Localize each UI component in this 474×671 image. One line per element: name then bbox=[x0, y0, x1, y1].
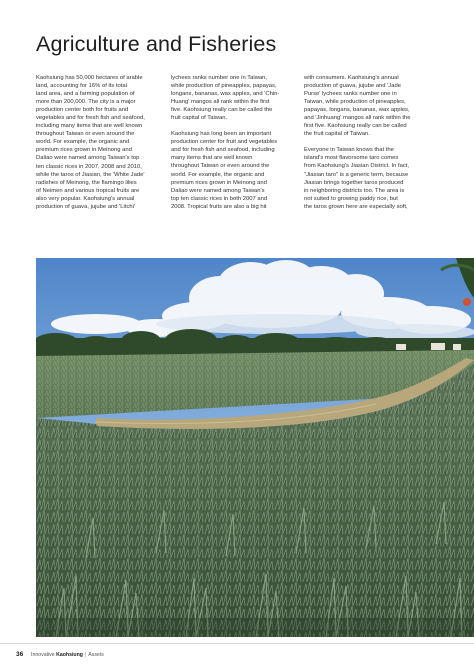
publication-brand: Kaohsiung bbox=[56, 651, 83, 658]
text-line: premium rices grown in Meinong and bbox=[36, 147, 132, 154]
text-line: land, accounting for 16% of its total bbox=[36, 83, 127, 90]
text-line: Daliao were named among Taiwan's bbox=[171, 187, 265, 194]
text-line: including many items that are well known bbox=[36, 123, 143, 130]
text-line: in neighboring districts too. The area is bbox=[304, 187, 405, 194]
text-line: radishes of Meinong, the flamingo lilies bbox=[36, 179, 137, 186]
text-line: world. For example, the organic and bbox=[36, 139, 130, 146]
text-line: Kaohsiung has long been an important bbox=[171, 131, 272, 138]
text-line: lychees ranks number one in Taiwan, bbox=[171, 75, 268, 81]
text-line: papayas, longans, bananas, wax apples, bbox=[304, 107, 410, 114]
text-line: while the taros of Jiasian, the 'White Jade' bbox=[36, 171, 145, 178]
text-line: the fruit capital of Taiwan. bbox=[304, 131, 370, 138]
text-line: five. Kaohsiung really can be called the bbox=[171, 107, 273, 114]
paragraph bbox=[36, 74, 163, 211]
text-line: Huang' mangos all rank within the first bbox=[171, 99, 270, 106]
page-title: Agriculture and Fisheries bbox=[36, 32, 277, 56]
text-line: many items that are well known bbox=[171, 155, 253, 162]
text-line: of Neimen and various tropical fruits are bbox=[36, 187, 140, 194]
text-line: and for fresh fish and seafood, including bbox=[171, 147, 275, 154]
footer-publication bbox=[31, 652, 104, 658]
publication-prefix: Innovative bbox=[31, 651, 55, 658]
text-line: ten classic rices in 2007, 2008 and 2010, bbox=[36, 163, 142, 170]
text-line: and 'Jinhuang' mangos all rank within the bbox=[304, 115, 411, 122]
text-line: Kaohsiung has 50,000 hectares of arable bbox=[36, 75, 143, 81]
pineapple-field-photo bbox=[36, 258, 474, 637]
text-line: island's most flavorsome taro comes bbox=[304, 155, 399, 162]
text-column-1 bbox=[36, 74, 163, 219]
paragraph bbox=[304, 74, 431, 138]
text-line: Everyone in Taiwan knows that the bbox=[304, 147, 394, 154]
text-column-3 bbox=[304, 74, 431, 219]
text-line: land area, and a farming population of bbox=[36, 91, 135, 98]
text-line: production center for fruit and vegetables bbox=[171, 139, 278, 146]
text-line: production of guava, jujube and 'Litchi' bbox=[36, 203, 136, 210]
text-line: premium rices grown in Meinong and bbox=[171, 179, 267, 186]
text-line: Purse' lychees ranks number one in bbox=[304, 91, 397, 98]
text-line: world. For example, the organic and bbox=[171, 171, 265, 178]
text-line: from Kaohsiung's Jiasian District. In fact, bbox=[304, 163, 410, 170]
text-line: throughout Taiwan or even around the bbox=[171, 163, 270, 170]
footer-separator: | bbox=[84, 651, 87, 658]
text-line: first five. Kaohsiung really can be called bbox=[304, 123, 407, 130]
text-line: throughout Taiwan or even around the bbox=[36, 131, 135, 138]
text-line: the taros grown here are especially soft, bbox=[304, 203, 408, 210]
text-line: production of guava, jujube and 'Jade bbox=[304, 83, 401, 90]
text-line: Taiwan, while production of pineapples, bbox=[304, 99, 406, 106]
text-line: "Jiasian taro" is a generic term, because bbox=[304, 171, 409, 178]
page-number: 36 bbox=[16, 651, 24, 658]
text-line: 2008. Tropical fruits are also a big hit bbox=[171, 203, 267, 210]
text-line: more than 200,000. The city is a major bbox=[36, 99, 136, 106]
text-line: also very popular. Kaohsiung's annual bbox=[36, 195, 135, 202]
text-column-2 bbox=[171, 74, 298, 219]
text-line: with consumers. Kaohsiung's annual bbox=[304, 75, 399, 81]
text-line: fruit capital of Taiwan. bbox=[171, 115, 228, 122]
section-name: Assets bbox=[88, 651, 104, 658]
page-footer bbox=[0, 643, 474, 671]
text-line: vegetables and for fresh fish and seafood, bbox=[36, 115, 145, 122]
text-line: not suited to growing paddy rice, but bbox=[304, 195, 398, 202]
footer-divider bbox=[0, 643, 474, 644]
paragraph bbox=[171, 74, 298, 122]
text-line: top ten classic rices in both 2007 and bbox=[171, 195, 268, 202]
paragraph bbox=[171, 130, 298, 210]
text-line: production center both for fruits and bbox=[36, 107, 129, 114]
text-line: longans, bananas, wax apples, and 'Chin- bbox=[171, 91, 280, 98]
paragraph bbox=[304, 146, 431, 210]
text-line: while production of pineapples, papayas, bbox=[171, 83, 277, 90]
text-line: Jiasian brings together taros produced bbox=[304, 179, 404, 186]
text-line: Daliao were named among Taiwan's top bbox=[36, 155, 140, 162]
